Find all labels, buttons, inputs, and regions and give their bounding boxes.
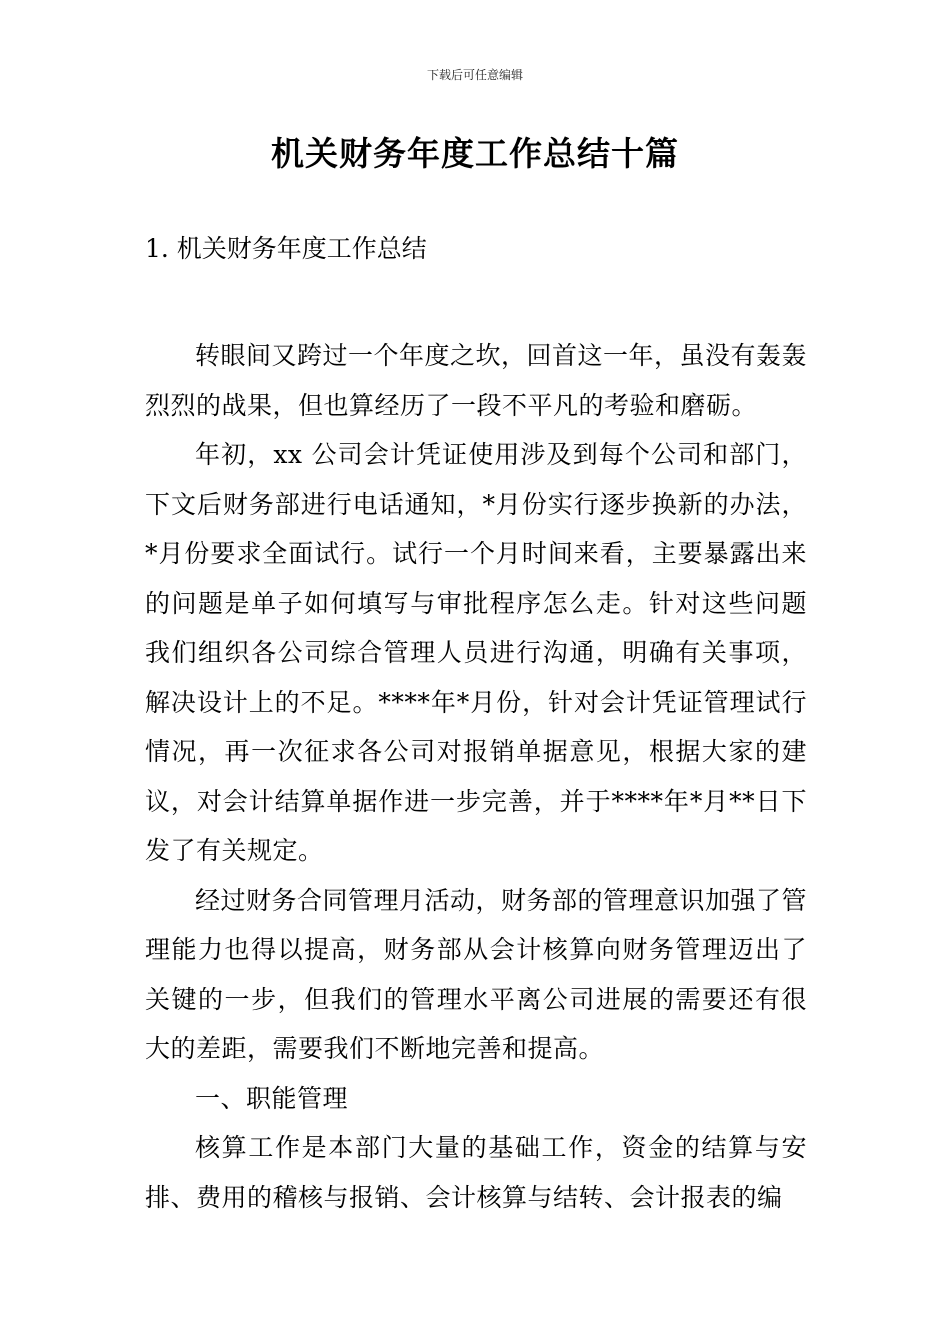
- document-title: 机关财务年度工作总结十篇: [271, 134, 679, 173]
- paragraph: 核算工作是本部门大量的基础工作，资金的结算与安排、费用的稽核与报销、会计核算与结转、会计报表的编: [145, 1133, 807, 1212]
- subheading: 一、职能管理: [195, 1083, 349, 1113]
- body-text: [145, 331, 807, 1222]
- paragraph: 年初，xx 公司会计凭证使用涉及到每个公司和部门，下文后财务部进行电话通知，*月份实行逐步换新的办法，*月份要求全面试行。试行一个月时间来看，主要暴露出来的问题是单子如何填写与审批程序怎么走。针对这些问题我们组织各公司综合管理人员进行沟通，明确有关事项，解决设计上的不足。****年*月份，针对会计凭证管理试行情况，再一次征求各公司对报销单据意见，根据大家的建议，对会计结算单据作进一步完善，并于****年*月**日下发了有关规定。: [145, 440, 807, 865]
- header-note: 下载后可任意编辑: [426, 68, 523, 82]
- paragraph: 转眼间又跨过一个年度之坎，回首这一年，虽没有轰轰烈烈的战果，但也算经历了一段不平凡的考验和磨砺。: [145, 341, 808, 420]
- paragraph: 经过财务合同管理月活动，财务部的管理意识加强了管理能力也得以提高，财务部从会计核算向财务管理迈出了关键的一步，但我们的管理水平离公司进展的需要还有很大的差距，需要我们不断地完善和提高。: [145, 885, 808, 1063]
- section-heading: 1. 机关财务年度工作总结: [145, 234, 427, 263]
